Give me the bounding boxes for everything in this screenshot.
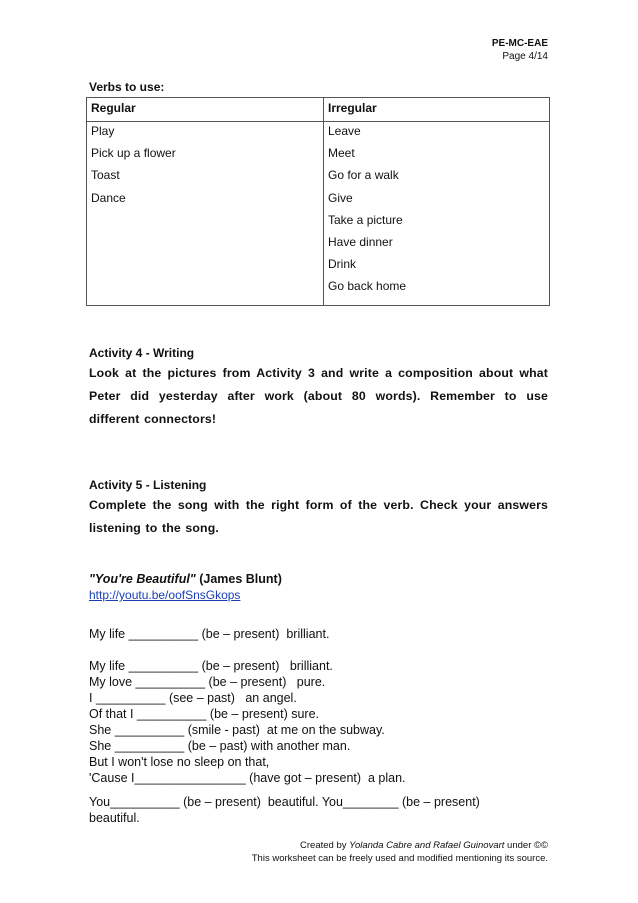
lyric-line: She __________ (be – past) with another man. xyxy=(89,739,351,753)
activity4-title: Activity 4 - Writing xyxy=(89,346,195,360)
song-link[interactable]: http://youtu.be/oofSnsGkops xyxy=(89,588,241,602)
regular-verb: Toast xyxy=(91,168,120,183)
lyric-line: She __________ (smile - past) at me on the subway. xyxy=(89,723,385,737)
lyric-line: My life __________ (be – present) brilliant. xyxy=(89,659,333,673)
song-artist: (James Blunt) xyxy=(199,572,282,586)
lyric-line: I __________ (see – past) an angel. xyxy=(89,691,297,705)
lyric-line: Of that I __________ (be – present) sure. xyxy=(89,707,320,721)
lyric-line: beautiful. xyxy=(89,811,140,825)
page-code: PE-MC-EAE xyxy=(491,38,548,49)
irregular-verb: Give xyxy=(328,190,353,205)
irregular-verb: Meet xyxy=(328,146,355,161)
irregular-header: Irregular xyxy=(324,98,550,122)
lyric-line: My love __________ (be – present) pure. xyxy=(89,675,326,689)
activity4-instructions: Look at the pictures from Activity 3 and write a composition about what Peter did yesterday after work (about 80 words). Remember to use different connectors! xyxy=(89,366,548,426)
footer-created-suffix: under ©© xyxy=(504,840,548,851)
song-title: "You're Beautiful" xyxy=(89,572,196,586)
irregular-verb: Take a picture xyxy=(328,212,403,227)
regular-verb: Pick up a flower xyxy=(91,146,176,161)
irregular-verb: Go for a walk xyxy=(328,168,399,183)
regular-header: Regular xyxy=(87,98,324,122)
lyric-line: You__________ (be – present) beautiful. You________ (be – present) xyxy=(89,795,480,809)
footer-license: This worksheet can be freely used and modified mentioning its source. xyxy=(251,853,548,864)
irregular-verbs-cell xyxy=(324,122,550,306)
activity5-title: Activity 5 - Listening xyxy=(89,478,207,492)
verbs-table xyxy=(86,97,550,306)
footer-credit xyxy=(300,840,548,851)
irregular-verb: Drink xyxy=(328,257,357,272)
page-number: Page 4/14 xyxy=(502,51,548,62)
lyric-line: My life __________ (be – present) brilliant. xyxy=(89,627,330,641)
lyric-line: 'Cause I________________ (have got – present) a plan. xyxy=(89,771,406,785)
lyric-line: But I won't lose no sleep on that, xyxy=(89,755,270,769)
regular-verb: Play xyxy=(91,124,115,138)
song-heading xyxy=(89,572,282,586)
regular-verbs-cell xyxy=(87,122,324,306)
irregular-verb: Have dinner xyxy=(328,234,393,249)
activity5-instructions: Complete the song with the right form of the verb. Check your answers listening to the song. xyxy=(89,498,548,535)
irregular-verb: Leave xyxy=(328,124,361,138)
footer-created-prefix: Created by xyxy=(300,840,350,851)
verbs-title: Verbs to use: xyxy=(89,80,165,94)
irregular-verb: Go back home xyxy=(328,279,407,294)
footer-authors: Yolanda Cabre and Rafael Guinovart xyxy=(349,840,505,851)
regular-verb: Dance xyxy=(91,190,126,205)
